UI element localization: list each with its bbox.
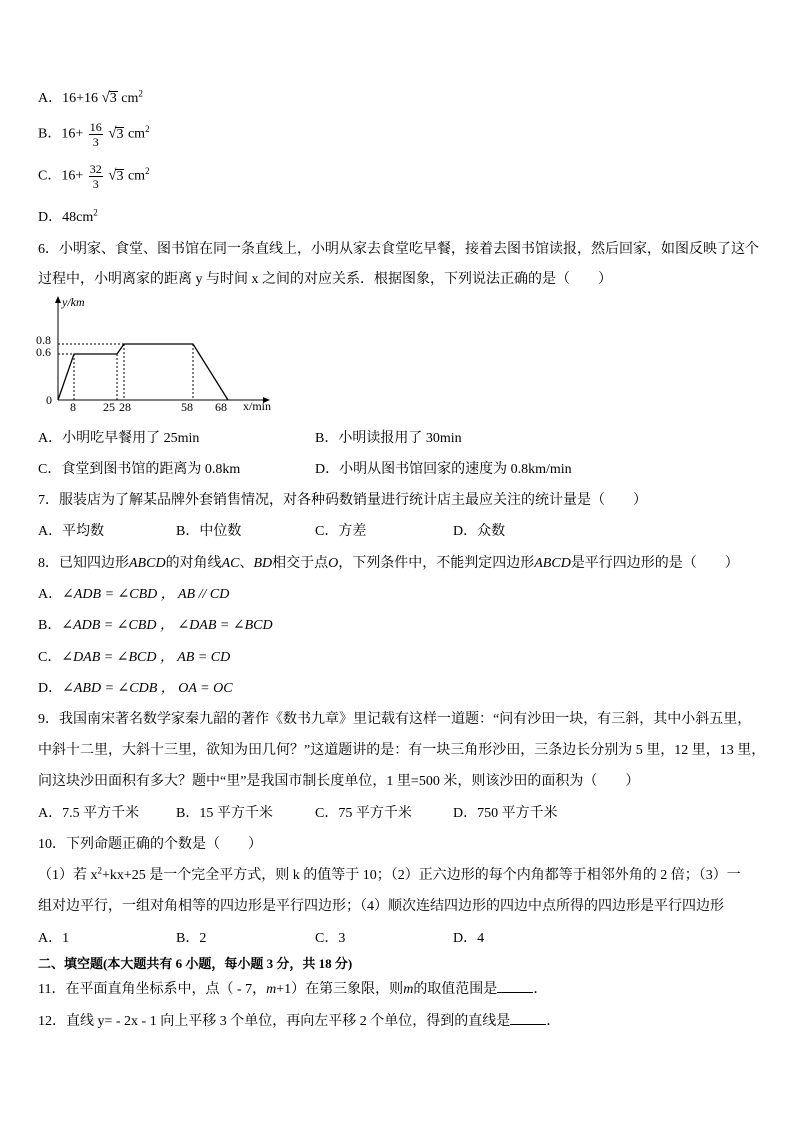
q7-option-b: B．中位数 (176, 524, 242, 539)
q7-option-a: A．平均数 (38, 524, 105, 539)
q6-option-a: A．小明吃早餐用了 25min (38, 431, 200, 446)
q5-option-b: B．16+ $\frac{16}{3}$ √3 $cm^2$ (38, 120, 150, 149)
q6-option-d: D．小明从图书馆回家的速度为 0.8km/min (315, 462, 572, 477)
q5-option-a: A．16+16 √3 $cm^2$ (38, 88, 143, 106)
q10-option-a: A．1 (38, 931, 70, 946)
q9-stem-line3: 问这块沙田面积有多大？题中“里”是我国市制长度单位，1 里=500 米，则该沙田的面积为（ ） (38, 774, 640, 789)
q10-option-c: C．3 (315, 931, 346, 946)
y-axis-label: y/km (62, 295, 85, 309)
x-tick-25: 25 (103, 400, 115, 414)
y-tick-0.8: 0.8 (36, 333, 51, 347)
q12-stem: 12．直线 y= - 2x - 1 向上平移 3 个单位，再向左平移 2 个单位，得到的直线是 ． (38, 1014, 561, 1029)
x-tick-28: 28 (119, 400, 131, 414)
q6-option-c: C．食堂到图书馆的距离为 0.8km (38, 462, 241, 477)
answer-blank (497, 980, 533, 993)
fraction: $\frac{16}{3}$ (89, 120, 102, 149)
section-heading: 二、填空题(本大题共有 6 小题，每小题 3 分，共 18 分) (38, 956, 353, 971)
fraction: $\frac{32}{3}$ (89, 162, 102, 191)
q10-option-d: D．4 (453, 931, 485, 946)
q10-stem: 10．下列命题正确的个数是（ ） (38, 837, 262, 852)
q6-stem-line2: 过程中，小明离家的距离 y 与时间 x 之间的对应关系．根据图象，下列说法正确的是（ ） (38, 272, 612, 287)
q8-option-b: B．∠ADB = ∠CBD ， ∠DAB = ∠BCD (38, 618, 273, 633)
q9-stem-line1: 9．我国南宋著名数学家秦九韶的著作《数书九章》里记载有这样一道题：“问有沙田一块，有三斜，其中小斜五里， (38, 712, 752, 727)
x-tick-8: 8 (70, 400, 76, 414)
q6-stem-line1: 6．小明家、食堂、图书馆在同一条直线上，小明从家去食堂吃早餐，接着去图书馆读报，然后回家，如图反映了这个 (38, 242, 759, 257)
q6-graph (30, 292, 290, 417)
q7-stem: 7．服装店为了解某品牌外套销售情况，对各种码数销量进行统计店主最应关注的统计量是（ ） (38, 493, 647, 508)
y-tick-0.6: 0.6 (36, 345, 51, 359)
origin-label: 0 (46, 393, 52, 407)
q9-option-c: C．75 平方千米 (315, 806, 412, 821)
y-axis-arrow (55, 296, 61, 303)
q10-option-b: B．2 (176, 931, 207, 946)
q9-option-d: D．750 平方千米 (453, 806, 558, 821)
x-axis-label: x/min (243, 399, 272, 413)
q10-statement-line1: （1）若 $x^2+kx+25$ 是一个完全平方式，则 k 的值等于 10；（2）正六边形的每个内角都等于相邻外角的 2 倍；（3）一 (38, 865, 741, 883)
q8-option-a: A．∠ADB = ∠CBD ， AB // CD (38, 587, 230, 602)
q9-option-b: B．15 平方千米 (176, 806, 273, 821)
q8-option-d: D．∠ABD = ∠CDB ， OA = OC (38, 681, 233, 696)
q7-option-c: C．方差 (315, 524, 367, 539)
q7-option-d: D．众数 (453, 524, 506, 539)
q6-option-b: B．小明读报用了 30min (315, 431, 462, 446)
q9-option-a: A．7.5 平方千米 (38, 806, 140, 821)
q11-stem: 11．在平面直角坐标系中，点（ - 7，m+1）在第三象限，则m的取值范围是 ． (38, 982, 548, 997)
q5-option-c: C．16+ $\frac{32}{3}$ √3 $cm^2$ (38, 162, 150, 191)
q8-option-c: C．∠DAB = ∠BCD ， AB = CD (38, 650, 231, 665)
x-tick-58: 58 (181, 400, 193, 414)
q5-option-d: D．$48cm^2$ (38, 207, 98, 225)
distance-line (58, 344, 228, 400)
sqrt-symbol: √ (101, 90, 110, 106)
x-tick-68: 68 (215, 400, 227, 414)
q8-stem: 8．已知四边形ABCD的对角线AC、BD相交于点O，下列条件中，不能判定四边形ABCD是平行四边形的是（ ） (38, 556, 739, 571)
q9-stem-line2: 中斜十二里，大斜十三里，欲知为田几何？”这道题讲的是：有一块三角形沙田，三条边长分别为 5 里，12 里，13 里， (38, 743, 766, 758)
answer-blank (510, 1012, 546, 1025)
q10-statement-line2: 组对边平行，一组对角相等的四边形是平行四边形；（4）顺次连结四边形的四边中点所得的四边形是平行四边形 (38, 899, 724, 914)
